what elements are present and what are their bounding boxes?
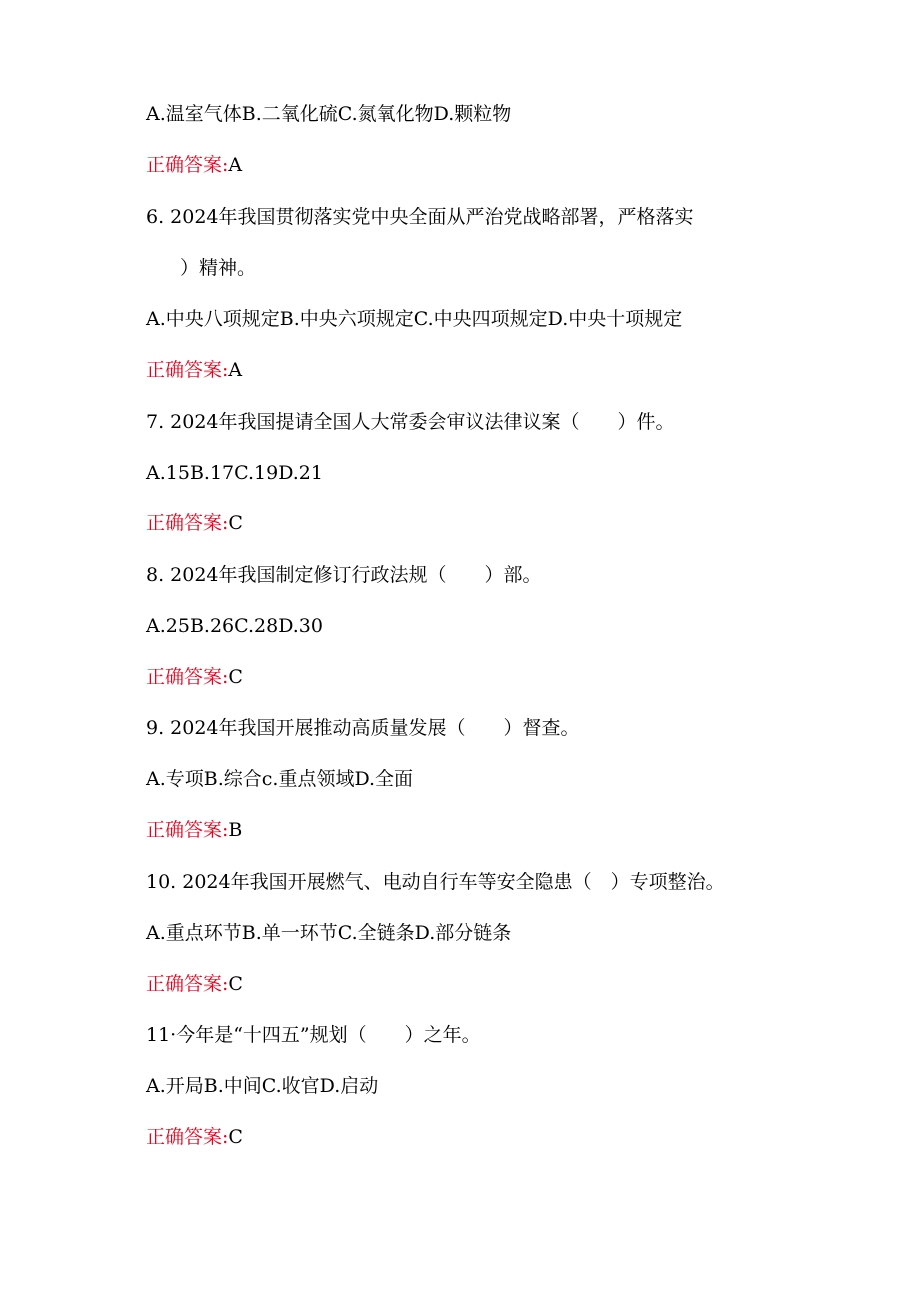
answer-value: C (228, 973, 243, 995)
answer-value: A (228, 154, 243, 176)
answer-value: C (228, 512, 243, 534)
q5-answer (146, 153, 242, 177)
answer-label: 正确答案: (146, 1126, 229, 1148)
q10-answer (146, 972, 243, 996)
q6-text-line-2: ）精神。 (180, 257, 257, 279)
q8-options: A.25B.26C.28D.30 (146, 615, 323, 637)
answer-label: 正确答案: (146, 359, 229, 381)
q9-options: A.专项B.综合c.重点领域D.全面 (146, 768, 414, 790)
answer-value: A (228, 359, 243, 381)
answer-value: B (228, 819, 243, 841)
answer-value: C (228, 1126, 243, 1148)
q11-text: 11·今年是“十四五”规划（ ）之年。 (146, 1024, 481, 1046)
answer-value: C (228, 666, 243, 688)
q8-text: 8. 2024年我国制定修订行政法规（ ）部。 (146, 564, 542, 586)
q7-answer (146, 511, 243, 535)
q9-text: 9. 2024年我国开展推动高质量发展（ ）督查。 (146, 717, 580, 739)
answer-label: 正确答案: (146, 819, 229, 841)
q9-answer (146, 818, 242, 842)
q5-options: A.温室气体B.二氧化硫C.氮氧化物D.颗粒物 (146, 103, 512, 125)
q11-answer (146, 1125, 243, 1149)
answer-label: 正确答案: (146, 666, 229, 688)
answer-label: 正确答案: (146, 512, 229, 534)
q10-text: 10. 2024年我国开展燃气、电动自行车等安全隐患（ ）专项整治。 (146, 871, 725, 893)
q7-text: 7. 2024年我国提请全国人大常委会审议法律议案（ ）件。 (146, 411, 675, 433)
q7-options: A.15B.17C.19D.21 (146, 462, 323, 484)
q6-answer (146, 358, 242, 382)
q11-options: A.开局B.中间C.收官D.启动 (146, 1075, 379, 1097)
answer-label: 正确答案: (146, 154, 229, 176)
answer-label: 正确答案: (146, 973, 229, 995)
q6-text-line-1: 6. 2024年我国贯彻落实党中央全面从严治党战略部署，严格落实 (146, 206, 694, 228)
q8-answer (146, 665, 243, 689)
q10-options: A.重点环节B.单一环节C.全链条D.部分链条 (146, 922, 512, 944)
q6-options: A.中央八项规定B.中央六项规定C.中央四项规定D.中央十项规定 (146, 308, 683, 330)
